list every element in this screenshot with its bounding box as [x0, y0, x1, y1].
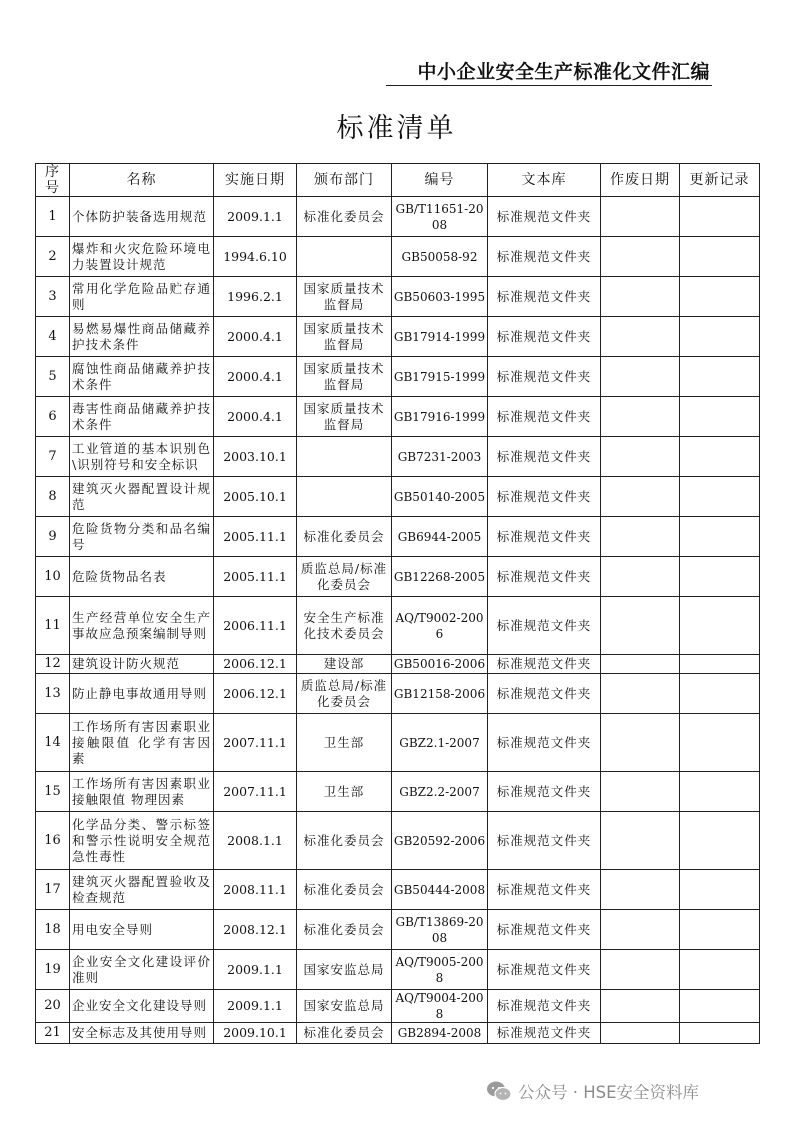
- cell-library: 标准规范文件夹: [488, 655, 601, 674]
- cell-void-date: [601, 197, 680, 237]
- cell-void-date: [601, 317, 680, 357]
- cell-dept: 国家质量技术监督局: [297, 277, 392, 317]
- cell-seq: 12: [36, 655, 70, 674]
- cell-code: GB17916-1999: [392, 397, 488, 437]
- column-header-date: 实施日期: [214, 164, 297, 197]
- cell-update-log: [680, 477, 760, 517]
- cell-code: GBZ2.2-2007: [392, 772, 488, 812]
- table-row: [36, 357, 760, 397]
- table-row: [36, 870, 760, 910]
- cell-void-date: [601, 357, 680, 397]
- cell-name: 危险货物品名表: [70, 557, 214, 597]
- standards-table: [35, 163, 760, 1044]
- column-header-name: 名称: [70, 164, 214, 197]
- table-row: [36, 714, 760, 772]
- cell-dept: 质监总局/标准化委员会: [297, 557, 392, 597]
- cell-dept: 标准化委员会: [297, 812, 392, 870]
- cell-update-log: [680, 357, 760, 397]
- cell-library: 标准规范文件夹: [488, 910, 601, 950]
- cell-code: GBZ2.1-2007: [392, 714, 488, 772]
- cell-update-log: [680, 1023, 760, 1044]
- cell-date: 2005.11.1: [214, 557, 297, 597]
- cell-date: 1994.6.10: [214, 237, 297, 277]
- cell-name: 建筑灭火器配置设计规范: [70, 477, 214, 517]
- cell-dept: 标准化委员会: [297, 910, 392, 950]
- column-header-seq: 序号: [36, 164, 70, 197]
- cell-update-log: [680, 812, 760, 870]
- cell-void-date: [601, 870, 680, 910]
- column-header-dept: 颁布部门: [297, 164, 392, 197]
- cell-date: 2006.12.1: [214, 674, 297, 714]
- cell-void-date: [601, 990, 680, 1023]
- cell-seq: 8: [36, 477, 70, 517]
- cell-name: 毒害性商品储藏养护技术条件: [70, 397, 214, 437]
- page-title: 标准清单: [336, 113, 457, 144]
- cell-dept: 建设部: [297, 655, 392, 674]
- table-row: [36, 990, 760, 1023]
- cell-date: 2008.11.1: [214, 870, 297, 910]
- cell-seq: 11: [36, 597, 70, 655]
- table-body: [36, 197, 760, 1044]
- table-row: [36, 812, 760, 870]
- cell-library: 标准规范文件夹: [488, 557, 601, 597]
- cell-library: 标准规范文件夹: [488, 1023, 601, 1044]
- column-header-update-log: 更新记录: [680, 164, 760, 197]
- cell-library: 标准规范文件夹: [488, 277, 601, 317]
- cell-date: 2009.10.1: [214, 1023, 297, 1044]
- cell-seq: 2: [36, 237, 70, 277]
- cell-update-log: [680, 437, 760, 477]
- cell-name: 常用化学危险品贮存通则: [70, 277, 214, 317]
- cell-library: 标准规范文件夹: [488, 197, 601, 237]
- watermark: [486, 1076, 776, 1106]
- column-header-void-date: 作废日期: [601, 164, 680, 197]
- cell-library: 标准规范文件夹: [488, 812, 601, 870]
- cell-dept: 国家质量技术监督局: [297, 357, 392, 397]
- cell-name: 用电安全导则: [70, 910, 214, 950]
- cell-code: GB50016-2006: [392, 655, 488, 674]
- cell-seq: 16: [36, 812, 70, 870]
- table-row: [36, 317, 760, 357]
- cell-dept: 质监总局/标准化委员会: [297, 674, 392, 714]
- cell-update-log: [680, 714, 760, 772]
- cell-seq: 18: [36, 910, 70, 950]
- cell-name: 个体防护装备选用规范: [70, 197, 214, 237]
- cell-code: GB/T11651-2008: [392, 197, 488, 237]
- cell-dept: [297, 237, 392, 277]
- cell-code: AQ/T9002-2006: [392, 597, 488, 655]
- cell-void-date: [601, 812, 680, 870]
- cell-name: 建筑设计防火规范: [70, 655, 214, 674]
- cell-seq: 19: [36, 950, 70, 990]
- cell-library: 标准规范文件夹: [488, 714, 601, 772]
- table-row: [36, 1023, 760, 1044]
- cell-dept: 国家质量技术监督局: [297, 317, 392, 357]
- cell-dept: 国家安监总局: [297, 950, 392, 990]
- cell-name: 危险货物分类和品名编号: [70, 517, 214, 557]
- cell-void-date: [601, 237, 680, 277]
- cell-dept: 标准化委员会: [297, 1023, 392, 1044]
- cell-seq: 10: [36, 557, 70, 597]
- cell-code: GB50603-1995: [392, 277, 488, 317]
- cell-seq: 20: [36, 990, 70, 1023]
- table-row: [36, 772, 760, 812]
- wechat-icon: [486, 1080, 512, 1102]
- cell-code: GB/T13869-2008: [392, 910, 488, 950]
- cell-void-date: [601, 950, 680, 990]
- cell-code: GB7231-2003: [392, 437, 488, 477]
- cell-name: 企业安全文化建设评价准则: [70, 950, 214, 990]
- cell-update-log: [680, 517, 760, 557]
- cell-name: 爆炸和火灾危险环境电力装置设计规范: [70, 237, 214, 277]
- cell-update-log: [680, 197, 760, 237]
- table-row: [36, 950, 760, 990]
- cell-date: 2007.11.1: [214, 772, 297, 812]
- cell-date: 2005.11.1: [214, 517, 297, 557]
- cell-date: 2009.1.1: [214, 197, 297, 237]
- cell-date: 2007.11.1: [214, 714, 297, 772]
- cell-seq: 9: [36, 517, 70, 557]
- cell-dept: 国家质量技术监督局: [297, 397, 392, 437]
- cell-void-date: [601, 477, 680, 517]
- cell-date: 2000.4.1: [214, 397, 297, 437]
- cell-seq: 15: [36, 772, 70, 812]
- cell-date: 2005.10.1: [214, 477, 297, 517]
- cell-code: GB50058-92: [392, 237, 488, 277]
- cell-name: 化学品分类、警示标签和警示性说明安全规范急性毒性: [70, 812, 214, 870]
- cell-update-log: [680, 277, 760, 317]
- cell-name: 工业管道的基本识别色\识别符号和安全标识: [70, 437, 214, 477]
- cell-dept: 标准化委员会: [297, 870, 392, 910]
- cell-update-log: [680, 950, 760, 990]
- cell-code: GB12268-2005: [392, 557, 488, 597]
- cell-library: 标准规范文件夹: [488, 357, 601, 397]
- cell-library: 标准规范文件夹: [488, 477, 601, 517]
- cell-library: 标准规范文件夹: [488, 772, 601, 812]
- cell-library: 标准规范文件夹: [488, 990, 601, 1023]
- cell-code: GB17915-1999: [392, 357, 488, 397]
- cell-dept: 安全生产标准化技术委员会: [297, 597, 392, 655]
- table-row: [36, 910, 760, 950]
- cell-code: AQ/T9005-2008: [392, 950, 488, 990]
- cell-void-date: [601, 910, 680, 950]
- cell-seq: 5: [36, 357, 70, 397]
- table-row: [36, 597, 760, 655]
- cell-void-date: [601, 437, 680, 477]
- cell-name: 易燃易爆性商品储藏养护技术条件: [70, 317, 214, 357]
- table-row: [36, 277, 760, 317]
- cell-library: 标准规范文件夹: [488, 517, 601, 557]
- cell-void-date: [601, 674, 680, 714]
- cell-date: 2000.4.1: [214, 357, 297, 397]
- cell-code: GB6944-2005: [392, 517, 488, 557]
- cell-void-date: [601, 772, 680, 812]
- cell-seq: 6: [36, 397, 70, 437]
- cell-library: 标准规范文件夹: [488, 597, 601, 655]
- cell-void-date: [601, 277, 680, 317]
- cell-name: 工作场所有害因素职业接触限值 化学有害因素: [70, 714, 214, 772]
- cell-code: GB17914-1999: [392, 317, 488, 357]
- cell-name: 腐蚀性商品储藏养护技术条件: [70, 357, 214, 397]
- cell-update-log: [680, 910, 760, 950]
- cell-code: GB20592-2006: [392, 812, 488, 870]
- cell-dept: 标准化委员会: [297, 197, 392, 237]
- cell-void-date: [601, 517, 680, 557]
- cell-code: GB50140-2005: [392, 477, 488, 517]
- table-header-row: [36, 164, 760, 197]
- header-title: 中小企业安全生产标准化文件汇编: [417, 61, 710, 83]
- cell-date: 2000.4.1: [214, 317, 297, 357]
- cell-dept: 标准化委员会: [297, 517, 392, 557]
- cell-name: 防止静电事故通用导则: [70, 674, 214, 714]
- cell-seq: 4: [36, 317, 70, 357]
- cell-void-date: [601, 557, 680, 597]
- cell-library: 标准规范文件夹: [488, 674, 601, 714]
- cell-code: AQ/T9004-2008: [392, 990, 488, 1023]
- cell-name: 安全标志及其使用导则: [70, 1023, 214, 1044]
- cell-seq: 13: [36, 674, 70, 714]
- cell-dept: [297, 477, 392, 517]
- cell-seq: 14: [36, 714, 70, 772]
- cell-void-date: [601, 655, 680, 674]
- column-header-code: 编号: [392, 164, 488, 197]
- cell-update-log: [680, 597, 760, 655]
- cell-dept: [297, 437, 392, 477]
- table-row: [36, 674, 760, 714]
- cell-dept: 卫生部: [297, 714, 392, 772]
- cell-update-log: [680, 990, 760, 1023]
- cell-library: 标准规范文件夹: [488, 950, 601, 990]
- cell-date: 2008.12.1: [214, 910, 297, 950]
- cell-code: GB2894-2008: [392, 1023, 488, 1044]
- cell-void-date: [601, 597, 680, 655]
- table-row: [36, 197, 760, 237]
- cell-seq: 17: [36, 870, 70, 910]
- table-row: [36, 517, 760, 557]
- cell-date: 2008.1.1: [214, 812, 297, 870]
- cell-void-date: [601, 1023, 680, 1044]
- cell-seq: 21: [36, 1023, 70, 1044]
- cell-library: 标准规范文件夹: [488, 437, 601, 477]
- cell-library: 标准规范文件夹: [488, 317, 601, 357]
- table-row: [36, 557, 760, 597]
- cell-date: 2006.11.1: [214, 597, 297, 655]
- cell-update-log: [680, 655, 760, 674]
- table-row: [36, 437, 760, 477]
- cell-date: 1996.2.1: [214, 277, 297, 317]
- cell-date: 2003.10.1: [214, 437, 297, 477]
- cell-update-log: [680, 674, 760, 714]
- cell-library: 标准规范文件夹: [488, 237, 601, 277]
- table-row: [36, 655, 760, 674]
- cell-date: 2009.1.1: [214, 990, 297, 1023]
- cell-library: 标准规范文件夹: [488, 397, 601, 437]
- cell-seq: 7: [36, 437, 70, 477]
- cell-update-log: [680, 870, 760, 910]
- table-row: [36, 397, 760, 437]
- cell-dept: 国家安监总局: [297, 990, 392, 1023]
- cell-update-log: [680, 317, 760, 357]
- table-row: [36, 477, 760, 517]
- cell-update-log: [680, 557, 760, 597]
- cell-date: 2009.1.1: [214, 950, 297, 990]
- column-header-library: 文本库: [488, 164, 601, 197]
- cell-void-date: [601, 397, 680, 437]
- cell-update-log: [680, 397, 760, 437]
- cell-date: 2006.12.1: [214, 655, 297, 674]
- cell-name: 生产经营单位安全生产事故应急预案编制导则: [70, 597, 214, 655]
- cell-name: 企业安全文化建设导则: [70, 990, 214, 1023]
- cell-name: 工作场所有害因素职业接触限值 物理因素: [70, 772, 214, 812]
- cell-library: 标准规范文件夹: [488, 870, 601, 910]
- cell-seq: 3: [36, 277, 70, 317]
- header-rule: [386, 85, 712, 86]
- watermark-text: 公众号 · HSE安全资料库: [518, 1083, 700, 1102]
- cell-seq: 1: [36, 197, 70, 237]
- cell-void-date: [601, 714, 680, 772]
- cell-update-log: [680, 772, 760, 812]
- cell-code: GB12158-2006: [392, 674, 488, 714]
- cell-update-log: [680, 237, 760, 277]
- cell-code: GB50444-2008: [392, 870, 488, 910]
- table-row: [36, 237, 760, 277]
- cell-name: 建筑灭火器配置验收及检查规范: [70, 870, 214, 910]
- cell-dept: 卫生部: [297, 772, 392, 812]
